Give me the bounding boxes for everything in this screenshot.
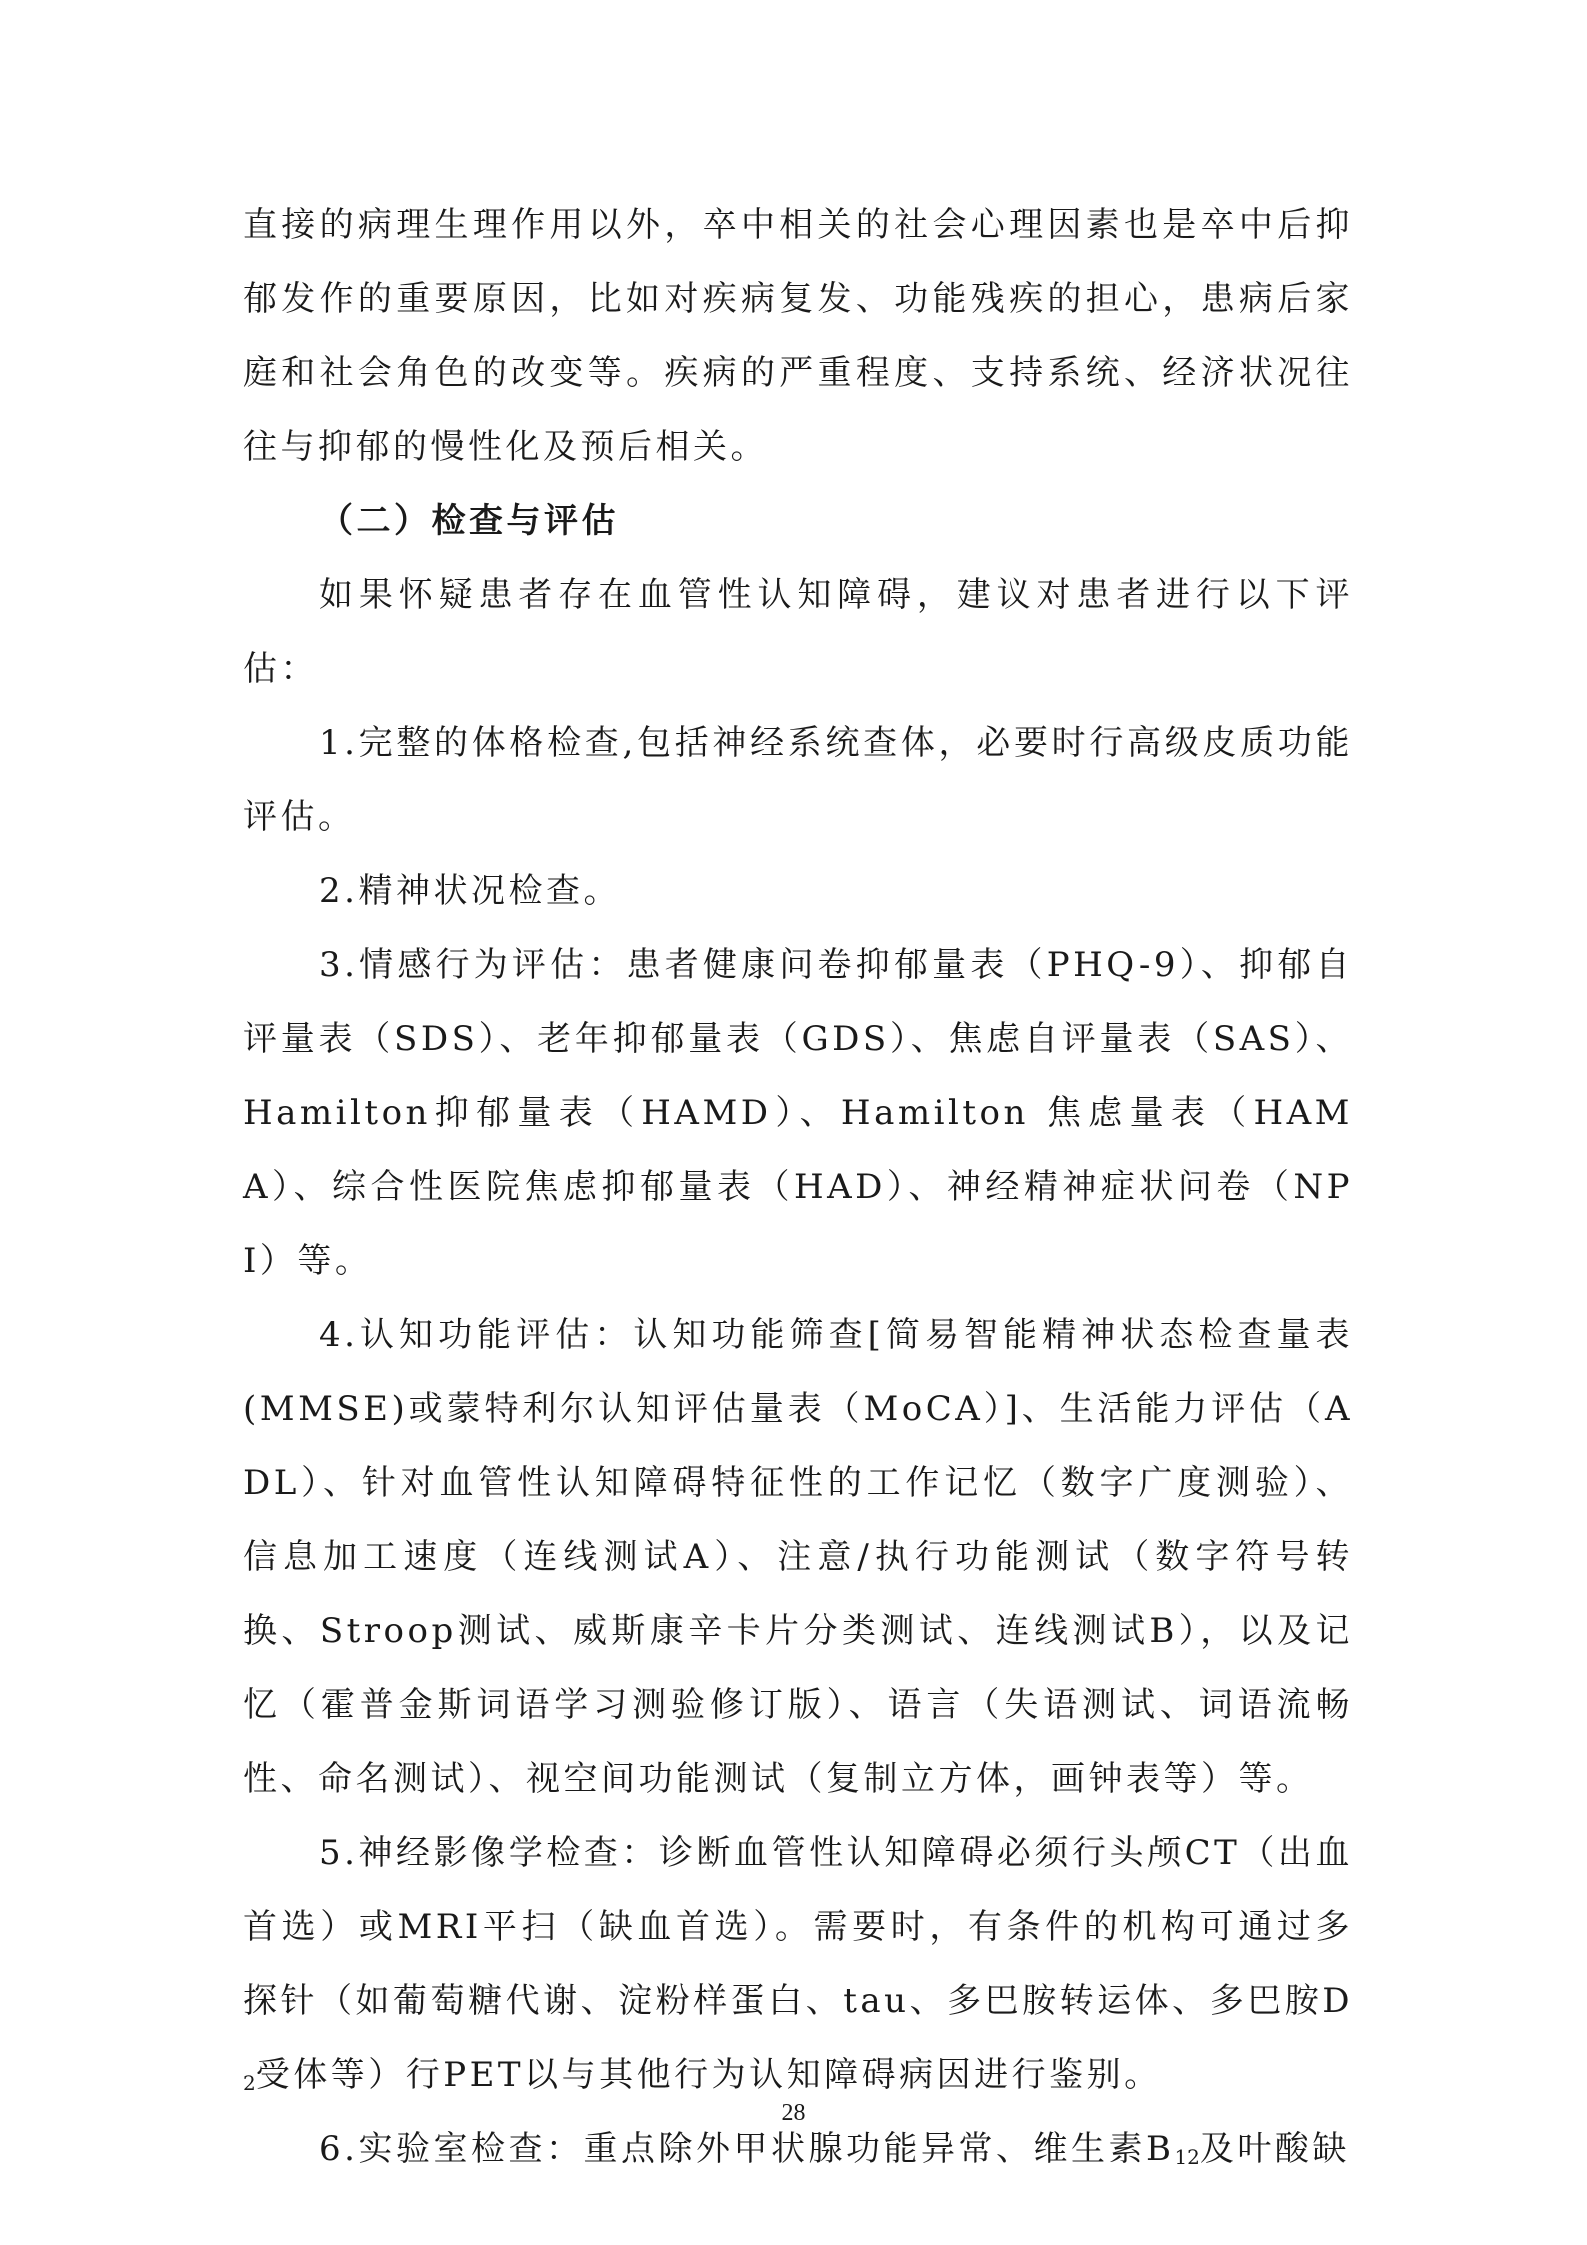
list-item-5-subscript: 2 (243, 2071, 256, 2095)
list-item-2: 2.精神状况检查。 (319, 871, 621, 911)
list-item-4: 4.认知功能评估：认知功能筛查[简易智能精神状态检查量表(MMSE)或蒙特利尔认知评估量表（MoCA）]、生活能力评估（ADL）、针对血管性认知障碍特征性的工作记忆（数字广度测验）、信息加工速度（连线测试A）、注意/执行功能测试（数字符号转换、Stroop测试、威斯康辛卡片分类测试、连线测试B），以及记忆（霍普金斯词语学习测验修订版）、语言（失语测试、词语流畅性、命名测试）、视空间功能测试（复制立方体，画钟表等）等。 (243, 1315, 1353, 1799)
list-item-1: 1.完整的体格检查,包括神经系统查体，必要时行高级皮质功能评估。 (243, 723, 1353, 837)
paragraph-continuation: 直接的病理生理作用以外，卒中相关的社会心理因素也是卒中后抑郁发作的重要原因，比如对疾病复发、功能残疾的担心，患病后家庭和社会角色的改变等。疾病的严重程度、支持系统、经济状况往往与抑郁的慢性化及预后相关。 (243, 205, 1353, 467)
document-body (243, 188, 1353, 2186)
section-heading: （二）检查与评估 (319, 501, 619, 541)
list-item-5-text-b: 受体等）行PET以与其他行为认知障碍病因进行鉴别。 (255, 2055, 1162, 2095)
list-item-5 (243, 1816, 1353, 2112)
list-item-6-text-b: 及叶酸缺 (1199, 2129, 1350, 2169)
list-item-5-text-a: 5.神经影像学检查：诊断血管性认知障碍必须行头颅CT（出血首选）或MRI平扫（缺血首选）。需要时，有条件的机构可通过多探针（如葡萄糖代谢、淀粉样蛋白、tau、多巴胺转运体、多巴胺D (243, 1833, 1353, 2021)
list-item-6-subscript: 12 (1174, 2145, 1200, 2169)
list-item-3: 3.情感行为评估：患者健康问卷抑郁量表（PHQ-9）、抑郁自评量表（SDS）、老年抑郁量表（GDS）、焦虑自评量表（SAS）、Hamilton抑郁量表（HAMD）、Hamilton 焦虑量表（HAMA）、综合性医院焦虑抑郁量表（HAD）、神经精神症状问卷（NPI）等。 (243, 945, 1353, 1281)
list-item-6-text-a: 6.实验室检查：重点除外甲状腺功能异常、维生素B (319, 2129, 1175, 2169)
page-number: 28 (781, 2100, 806, 2126)
paragraph-intro: 如果怀疑患者存在血管性认知障碍，建议对患者进行以下评估： (243, 575, 1353, 689)
